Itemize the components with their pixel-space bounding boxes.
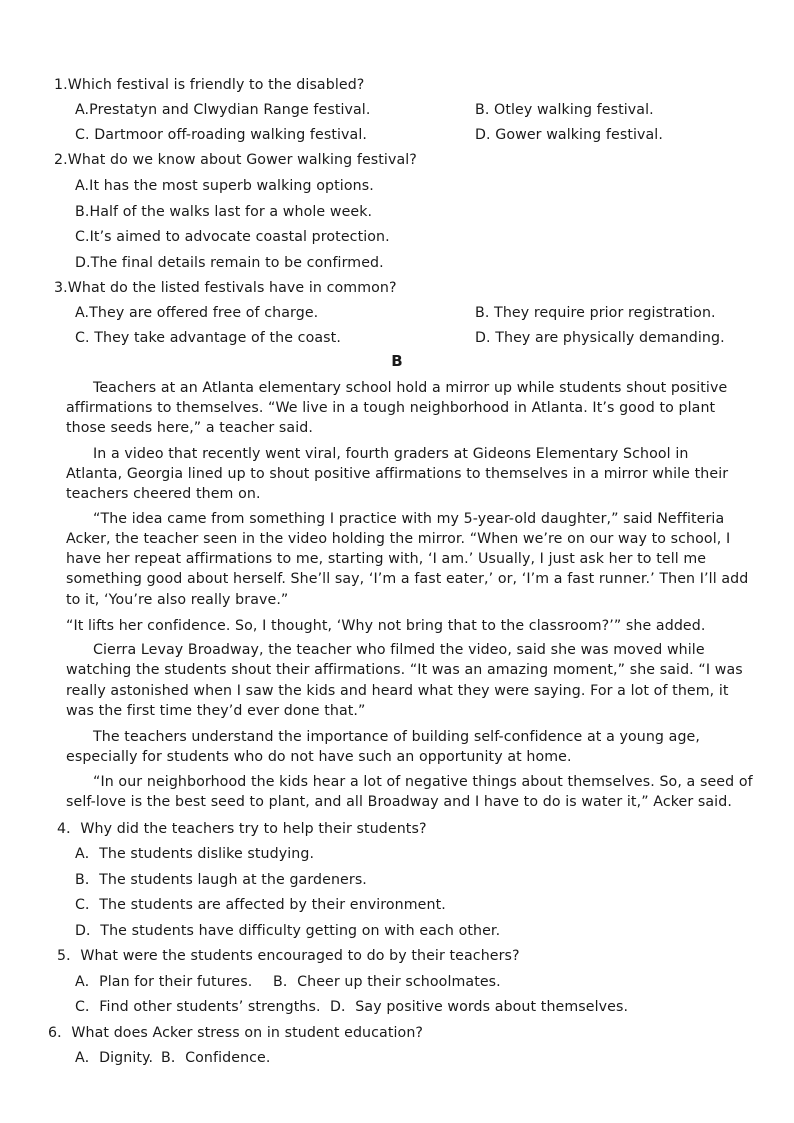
passage-line: “In our neighborhood the kids hear a lot of negative things about themselves. So, a seed of xyxy=(93,774,753,790)
q3-option-c: C. They take advantage of the coast. xyxy=(75,330,341,346)
passage-line: Cierra Levay Broadway, the teacher who filmed the video, said she was moved while xyxy=(93,642,705,658)
q2-option-d: D.The final details remain to be confirmed. xyxy=(75,255,384,271)
question-5-stem: 5．What were the students encouraged to do by their teachers? xyxy=(57,948,520,964)
question-6-stem: 6．What does Acker stress on in student education? xyxy=(48,1025,424,1041)
passage-line: “The idea came from something I practice with my 5-year-old daughter,” said Neffiteria xyxy=(93,511,725,527)
passage-line: Atlanta, Georgia lined up to shout positive affirmations to themselves in a mirror while their xyxy=(66,466,729,482)
q3-option-d: D. They are physically demanding. xyxy=(475,330,725,346)
question-1-stem: 1.Which festival is friendly to the disabled? xyxy=(54,77,365,93)
passage-line: In a video that recently went viral, fourth graders at Gideons Elementary School in xyxy=(93,446,689,462)
q6-option-b: B．Confidence. xyxy=(161,1050,271,1066)
passage-line: affirmations to themselves. “We live in a tough neighborhood in Atlanta. It’s good to plant xyxy=(66,400,716,416)
passage-line: especially for students who do not have such an opportunity at home. xyxy=(66,749,572,765)
question-2-stem: 2.What do we know about Gower walking festival? xyxy=(54,152,417,168)
q5-option-b: B．Cheer up their schoolmates. xyxy=(273,974,501,990)
q2-option-b: B.Half of the walks last for a whole week. xyxy=(75,204,373,220)
q1-option-c: C. Dartmoor off-roading walking festival. xyxy=(75,127,367,143)
question-4-stem: 4．Why did the teachers try to help their students? xyxy=(57,821,427,837)
passage-line: teachers cheered them on. xyxy=(66,486,261,502)
passage-line: those seeds here,” a teacher said. xyxy=(66,420,313,436)
q3-option-a: A.They are offered free of charge. xyxy=(75,305,319,321)
q3-option-b: B. They require prior registration. xyxy=(475,305,716,321)
passage-line: Acker, the teacher seen in the video holding the mirror. “When we’re on our way to school, I xyxy=(66,531,731,547)
passage-line: self-love is the best seed to plant, and all Broadway and I have to do is water it,” Acker said. xyxy=(66,794,732,810)
q5-option-c: C．Find other students’ strengths. xyxy=(75,999,321,1015)
q1-option-d: D. Gower walking festival. xyxy=(475,127,663,143)
q1-option-a: A.Prestatyn and Clwydian Range festival. xyxy=(75,102,371,118)
q4-option-c: C．The students are affected by their environment. xyxy=(75,897,446,913)
q1-option-b: B. Otley walking festival. xyxy=(475,102,654,118)
section-b-heading: B xyxy=(391,352,403,370)
passage-line: have her repeat affirmations to me, starting with, ‘I am.’ Usually, I just ask her to tell me xyxy=(66,551,707,567)
q2-option-c: C.It’s aimed to advocate coastal protection. xyxy=(75,229,390,245)
passage-line: to it, ‘You’re also really brave.” xyxy=(66,592,289,608)
passage-line: The teachers understand the importance of building self-confidence at a young age, xyxy=(93,729,700,745)
passage-line: Teachers at an Atlanta elementary school hold a mirror up while students shout positive xyxy=(93,380,728,396)
q4-option-b: B．The students laugh at the gardeners. xyxy=(75,872,367,888)
passage-line: watching the students shout their affirmations. “It was an amazing moment,” she said. “I was xyxy=(66,662,743,678)
q5-option-d: D．Say positive words about themselves. xyxy=(330,999,629,1015)
passage-line: was the first time they’d ever done that.” xyxy=(66,703,366,719)
passage-line: really astonished when I saw the kids and heard what they were saying. For a lot of them, it xyxy=(66,683,729,699)
question-3-stem: 3.What do the listed festivals have in common? xyxy=(54,280,397,296)
q6-option-a: A．Dignity. xyxy=(75,1050,154,1066)
passage-line: something good about herself. She’ll say, ‘I’m a fast eater,’ or, ‘I’m a fast runner.’ Then I’ll add xyxy=(66,571,749,587)
q4-option-d: D．The students have difficulty getting on with each other. xyxy=(75,923,501,939)
q4-option-a: A．The students dislike studying. xyxy=(75,846,315,862)
q5-option-a: A．Plan for their futures. xyxy=(75,974,253,990)
passage-line: “It lifts her confidence. So, I thought, ‘Why not bring that to the classroom?’” she added. xyxy=(66,618,706,634)
q2-option-a: A.It has the most superb walking options. xyxy=(75,178,374,194)
